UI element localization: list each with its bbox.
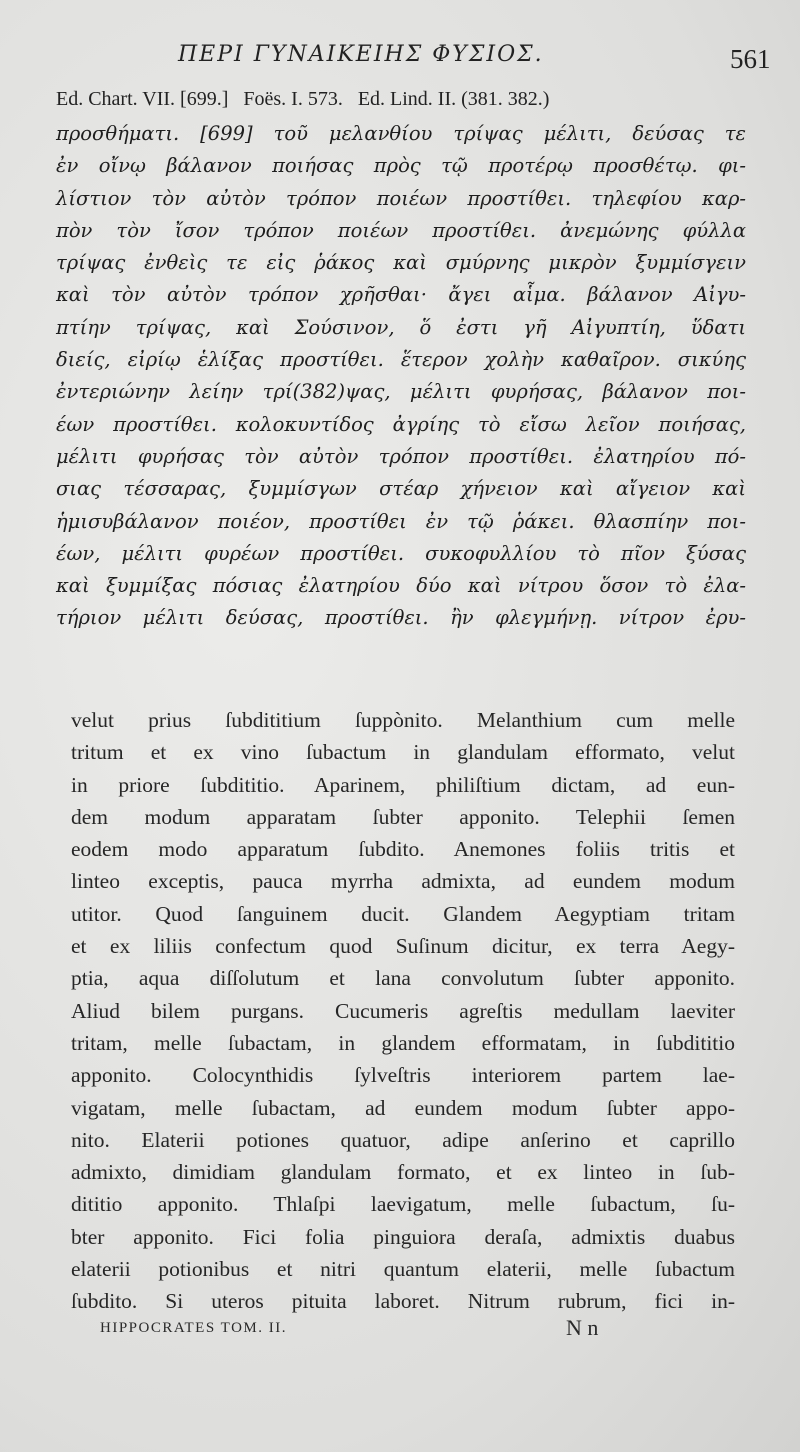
latin-text-line: apponito. Colocynthidis ſylveſtris interiorem partem lae- (71, 1063, 735, 1088)
latin-text-line: velut prius ſubdititium ſuppònito. Melanthium cum melle (71, 708, 735, 732)
latin-translation-block (71, 704, 735, 1318)
latin-text-line: vigatam, melle ſubactam, ad eundem modum ſubter appo- (71, 1095, 735, 1120)
greek-text-line: ἐντεριώνην λείην τρί(382)ψας, μέλιτι φυρήσας, βάλανον ποι- (56, 380, 746, 404)
latin-text-line: linteo exceptis, pauca myrrha admixta, ad eundem modum (71, 869, 735, 894)
greek-text-line: σιας τέσσαρας, ξυμμίσγων στέαρ χήνειον καὶ αἴγειον καὶ (56, 477, 746, 501)
greek-text-line: καὶ ξυμμίξας πόσιας ἐλατηρίου δύο καὶ νίτρου ὅσον τὸ ἐλα- (56, 574, 746, 598)
running-head: ΠΕΡΙ ΓΥΝΑΙΚΕΙΗΣ ΦΥΣΙΟΣ. (178, 42, 544, 67)
latin-text-line: in priore ſubdititio. Aparinem, philiſtium dictam, ad eun- (71, 772, 735, 797)
latin-text-line: dititio apponito. Thlaſpi laevigatum, melle ſubactum, ſu- (71, 1192, 735, 1217)
latin-text-line: et ex liliis confectum quod Suſinum dicitur, ex terra Aegy- (71, 934, 735, 959)
page-number: 561 (730, 44, 771, 74)
greek-text-line: διείς, εἰρίῳ ἑλίξας προστίθει. ἕτερον χολὴν καθαῖρον. σικύης (56, 348, 746, 372)
latin-text-line: tritam, melle ſubactam, in glandem efformatam, in ſubdititio (71, 1030, 735, 1055)
edition-reference-line: Ed. Chart. VII. [699.] Foës. I. 573. Ed. Lind. II. (381. 382.) (56, 88, 550, 110)
greek-text-line: τήριον μέλιτι δεύσας, προστίθει. ἢν φλεγμήνῃ. νίτρον ἐρυ- (56, 606, 746, 630)
printer-signature-title: HIPPOCRATES TOM. II. (100, 1320, 287, 1336)
latin-text-line: ſubdito. Si uteros pituita laboret. Nitrum rubrum, fici in- (71, 1289, 735, 1314)
greek-text-block (56, 118, 746, 635)
latin-text-line: utitor. Quod ſanguinem ducit. Glandem Aegyptiam tritam (71, 901, 735, 926)
printer-signature-mark: N n (566, 1315, 599, 1340)
greek-text-line: έων προστίθει. κολοκυντίδος ἀγρίης τὸ εἴσω λεῖον ποιήσας, (56, 412, 746, 436)
greek-text-line: λίστιον τὸν αὐτὸν τρόπον ποιέων προστίθει. τηλεφίου καρ- (56, 186, 746, 210)
latin-text-line: admixto, dimidiam glandulam formato, et ex linteo in ſub- (71, 1160, 735, 1185)
latin-text-line: eodem modo apparatum ſubdito. Anemones foliis tritis et (71, 837, 735, 862)
latin-text-line: bter apponito. Fici folia pinguiora deraſa, admixtis duabus (71, 1224, 735, 1249)
greek-text-line: τρίψας ἐνθεὶς τε εἰς ῥάκος καὶ σμύρνης μικρὸν ξυμμίσγειν (56, 251, 746, 275)
greek-text-line: προσθήματι. [699] τοῦ μελανθίου τρίψας μέλιτι, δεύσας τε (56, 122, 746, 145)
latin-text-line: ptia, aqua diſſolutum et lana convolutum ſubter apponito. (71, 966, 735, 991)
greek-text-line: μέλιτι φυρήσας τὸν αὐτὸν τρόπον προστίθει. ἐλατηρίου πό- (56, 444, 746, 468)
latin-text-line: Aliud bilem purgans. Cucumeris agreſtis medullam laeviter (71, 998, 735, 1023)
latin-text-line: tritum et ex vino ſubactum in glandulam efformato, velut (71, 740, 735, 765)
greek-text-line: ἡμισυβάλανον ποιέον, προστίθει ἐν τῷ ῥάκει. θλασπίην ποι- (56, 509, 746, 533)
latin-text-line: dem modum apparatam ſubter apponito. Telephii ſemen (71, 804, 735, 829)
greek-text-line: πὸν τὸν ἴσον τρόπον ποιέων προστίθει. ἀνεμώνης φύλλα (56, 218, 746, 242)
greek-text-line: ἐν οἴνῳ βάλανον ποιήσας πρὸς τῷ προτέρῳ προσθέτῳ. φι- (56, 154, 746, 178)
latin-text-line: nito. Elaterii potiones quatuor, adipe anſerino et caprillo (71, 1127, 735, 1152)
greek-text-line: έων, μέλιτι φυρέων προστίθει. συκοφυλλίου τὸ πῖον ξύσας (56, 541, 746, 565)
latin-text-line: elaterii potionibus et nitri quantum elaterii, melle ſubactum (71, 1257, 735, 1282)
greek-text-line: πτίην τρίψας, καὶ Σούσινον, ὅ ἐστι γῆ Αἰγυπτίη, ὕδατι (56, 315, 746, 339)
greek-text-line: καὶ τὸν αὐτὸν τρόπον χρῆσθαι· ἄγει αἷμα. βάλανον Αἰγυ- (56, 283, 746, 307)
